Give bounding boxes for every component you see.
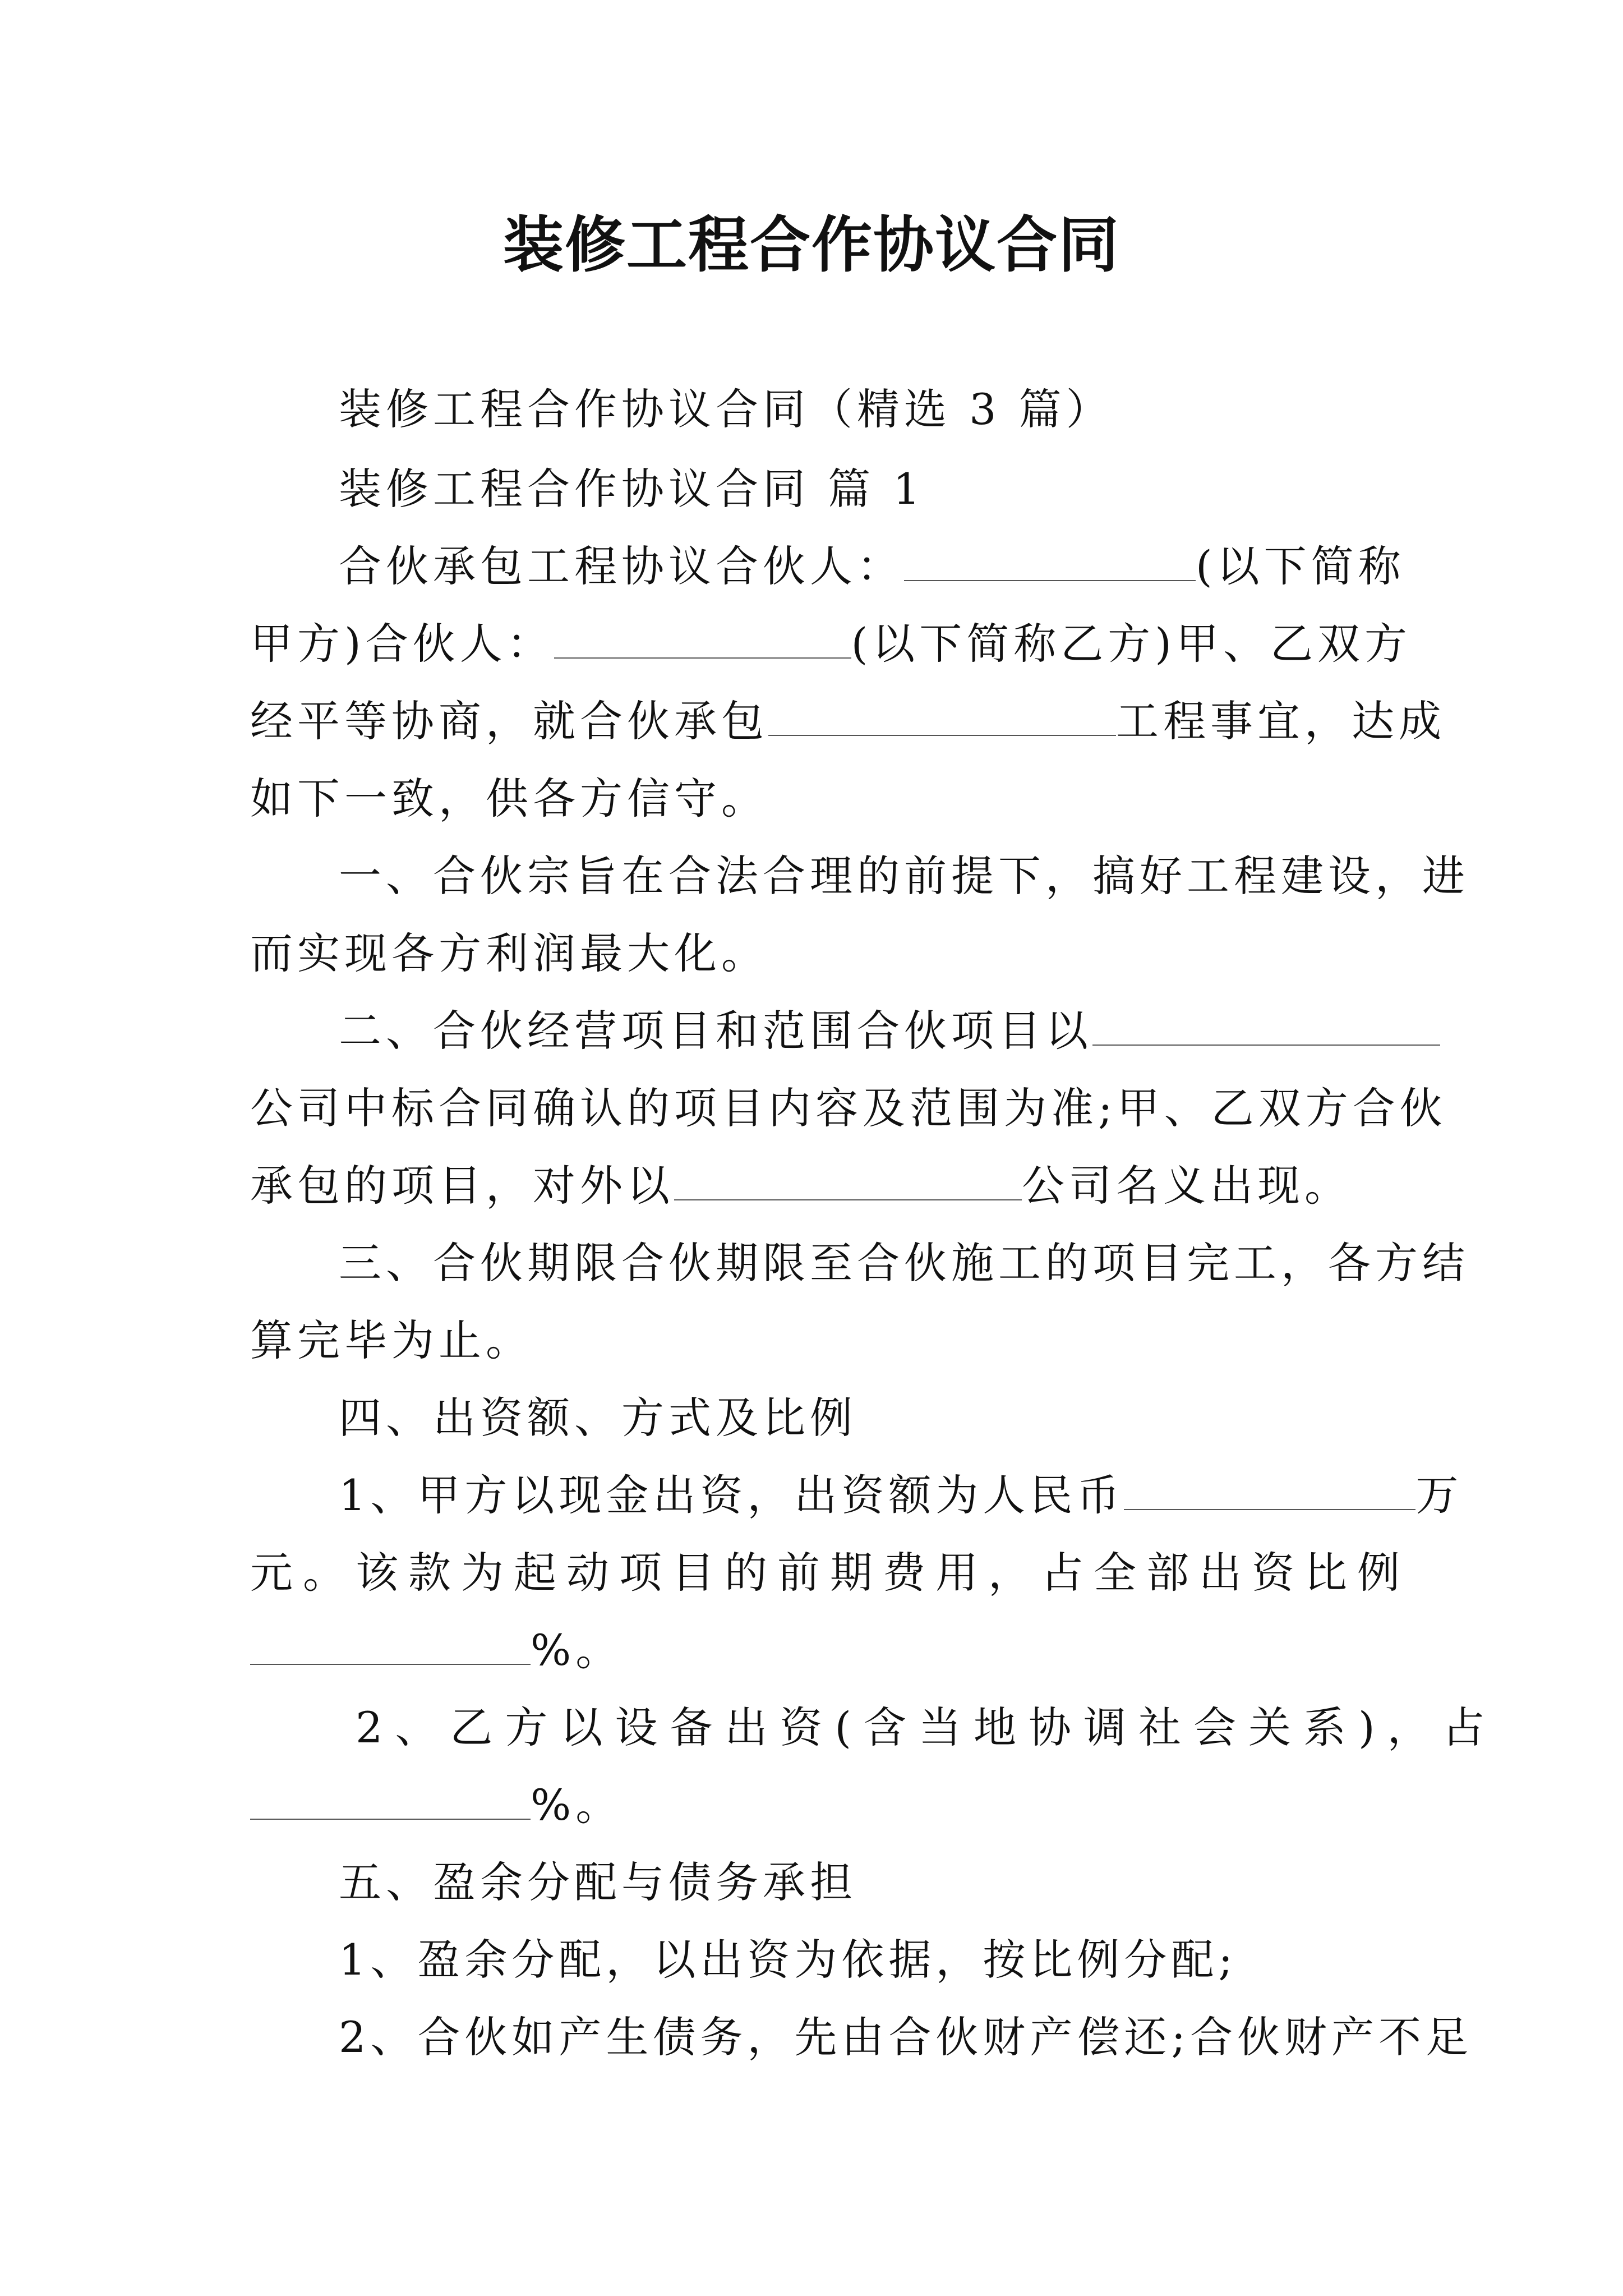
fill-blank: [904, 544, 1196, 581]
text-fragment: (以下简称乙方)甲、乙双方: [851, 619, 1412, 669]
fill-blank: [554, 622, 851, 659]
paragraph-line: 算完毕为止。: [250, 1315, 533, 1365]
text-fragment: 甲方)合伙人：: [250, 619, 554, 669]
subtitle: 装修工程合作协议合同（精选 3 篇）: [339, 384, 1113, 434]
paragraph-line: [250, 616, 1412, 672]
fill-blank: [674, 1163, 1022, 1200]
fill-blank: [768, 699, 1116, 736]
page-title: 装修工程合作协议合同: [502, 210, 1120, 280]
paragraph-line: 公司中标合同确认的项目内容及范围为准;甲、乙双方合伙: [250, 1083, 1447, 1133]
paragraph-line: 而实现各方利润最大化。: [250, 928, 768, 978]
paragraph-line: [250, 1622, 623, 1678]
fill-blank: [1124, 1473, 1415, 1510]
fill-blank: [250, 1628, 531, 1665]
paragraph-line: [339, 1003, 1440, 1059]
text-fragment: %。: [531, 1625, 623, 1675]
paragraph-line: [339, 539, 1405, 595]
paragraph-line: 如下一致，供各方信守。: [250, 774, 768, 823]
text-fragment: 万: [1415, 1470, 1463, 1520]
text-fragment: 合伙承包工程协议合伙人：: [339, 541, 904, 591]
text-fragment: 工程事宜，达成: [1116, 696, 1446, 746]
part-heading: 装修工程合作协议合同 篇 1: [339, 464, 925, 514]
paragraph-line: [250, 693, 1446, 749]
fill-blank: [1092, 1009, 1440, 1046]
text-fragment: %。: [531, 1780, 623, 1830]
paragraph-line: 三、合伙期限合伙期限至合伙施工的项目完工，各方结: [339, 1238, 1469, 1288]
paragraph-line: 一、合伙宗旨在合法合理的前提下，搞好工程建设，进: [339, 851, 1469, 901]
paragraph-line: 2、合伙如产生债务，先由合伙财产偿还;合伙财产不足: [339, 2012, 1473, 2062]
text-fragment: 二、合伙经营项目和范围合伙项目以: [339, 1006, 1092, 1056]
paragraph-line: 2、乙方以设备出资(含当地协调社会关系)，占: [356, 1703, 1497, 1752]
section-heading: 五、盈余分配与债务承担: [339, 1857, 857, 1907]
paragraph-line: 元。该款为起动项目的前期费用，占全部出资比例: [250, 1548, 1410, 1598]
paragraph-line: 1、盈余分配，以出资为依据，按比例分配;: [339, 1935, 1237, 1985]
paragraph-line: [250, 1777, 623, 1833]
fill-blank: [250, 1783, 531, 1820]
paragraph-line: [250, 1158, 1352, 1214]
text-fragment: (以下简称: [1196, 541, 1405, 591]
text-fragment: 经平等协商，就合伙承包: [250, 696, 768, 746]
text-fragment: 承包的项目，对外以: [250, 1161, 674, 1211]
text-fragment: 公司名义出现。: [1022, 1161, 1352, 1211]
text-fragment: 1、甲方以现金出资，出资额为人民币: [339, 1470, 1124, 1520]
section-heading: 四、出资额、方式及比例: [339, 1393, 857, 1443]
paragraph-line: [339, 1467, 1463, 1524]
